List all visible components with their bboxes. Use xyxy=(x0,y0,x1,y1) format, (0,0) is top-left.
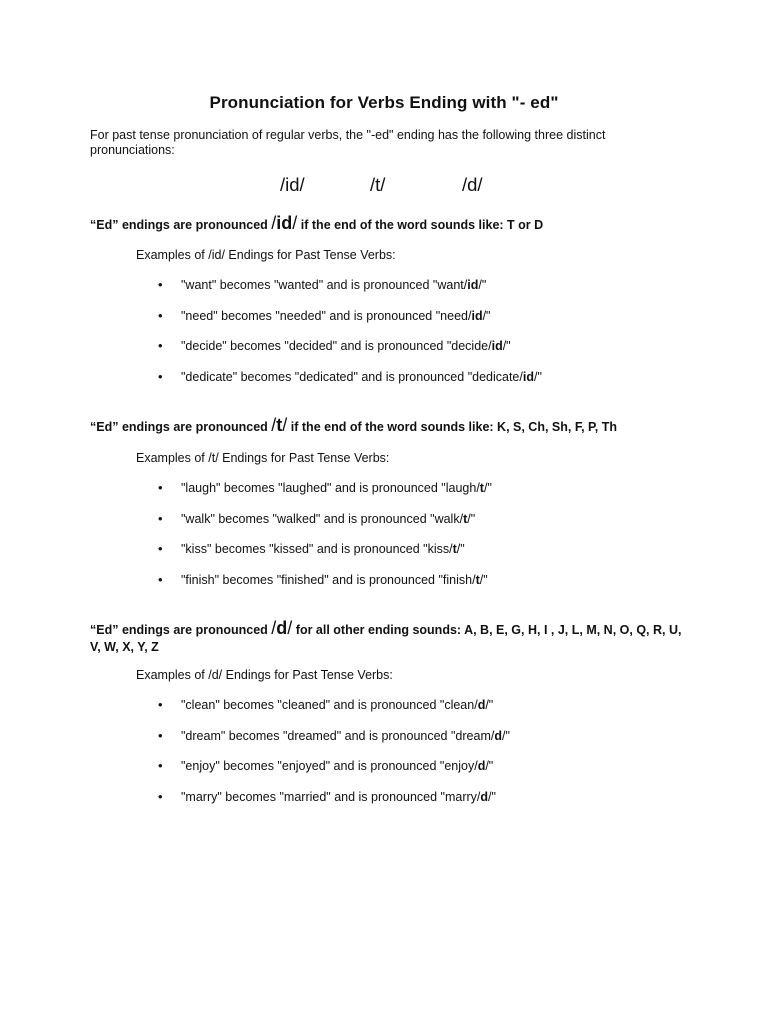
bullet-icon: • xyxy=(158,480,163,495)
list-item: • "dream" becomes "dreamed" and is pronounced "dream/d/" xyxy=(158,727,510,743)
sound-t: /t/ xyxy=(370,174,386,195)
bullet-icon: • xyxy=(158,277,163,292)
rule-prefix: “Ed” endings are pronounced xyxy=(90,623,272,637)
rule-symbol: /id/ xyxy=(271,213,298,233)
bullet-icon: • xyxy=(158,541,163,557)
bullet-icon: • xyxy=(158,758,163,774)
examples-list-id xyxy=(136,278,542,401)
rule-suffix: for all other ending sounds: A, B, E, G, H, I , J, L, M, N, O, Q, R, U, V, W, X, Y, Z xyxy=(90,623,682,654)
examples-label-d: Examples of /d/ Endings for Past Tense Verbs: xyxy=(136,668,393,682)
bullet-icon: • xyxy=(158,789,163,805)
bullet-icon: • xyxy=(158,369,163,385)
bullet-icon: • xyxy=(158,307,163,323)
rule-suffix: if the end of the word sounds like: K, S, Ch, Sh, F, P, Th xyxy=(287,420,617,434)
list-item: • "enjoy" becomes "enjoyed" and is pronounced "enjoy/d/" xyxy=(158,758,494,774)
list-item: • "want" becomes "wanted" and is pronounced "want/id/" xyxy=(158,277,487,292)
examples-list-t xyxy=(136,481,492,604)
sound-d: /d/ xyxy=(462,174,483,195)
list-item: • "walk" becomes "walked" and is pronounced "walk/t/" xyxy=(158,510,476,526)
rule-suffix: if the end of the word sounds like: T or D xyxy=(297,218,544,232)
list-item: • "kiss" becomes "kissed" and is pronounced "kiss/t/" xyxy=(158,541,465,557)
list-item: • "finish" becomes "finished" and is pronounced "finish/t/" xyxy=(158,572,488,588)
examples-label-id: Examples of /id/ Endings for Past Tense Verbs: xyxy=(136,248,396,262)
bullet-icon: • xyxy=(158,510,163,526)
list-item: • "dedicate" becomes "dedicated" and is pronounced "dedicate/id/" xyxy=(158,369,542,385)
bullet-icon: • xyxy=(158,572,163,588)
list-item: • "need" becomes "needed" and is pronounced "need/id/" xyxy=(158,307,491,323)
intro-paragraph: For past tense pronunciation of regular verbs, the "-ed" ending has the following three distinct pronunciations: xyxy=(90,128,606,157)
bullet-icon: • xyxy=(158,697,163,712)
list-item: • "laugh" becomes "laughed" and is pronounced "laugh/t/" xyxy=(158,480,492,495)
rule-symbol: /d/ xyxy=(271,618,293,638)
rule-d xyxy=(90,620,690,656)
examples-list-d xyxy=(136,698,510,821)
page-title: Pronunciation for Verbs Ending with "- ed" xyxy=(209,93,559,112)
rule-id xyxy=(90,215,690,234)
list-item: • "decide" becomes "decided" and is pronounced "decide/id/" xyxy=(158,338,511,354)
list-item: • "clean" becomes "cleaned" and is pronounced "clean/d/" xyxy=(158,697,494,712)
rule-t xyxy=(90,417,690,436)
list-item: • "marry" becomes "married" and is pronounced "marry/d/" xyxy=(158,789,496,805)
bullet-icon: • xyxy=(158,338,163,354)
examples-label-t: Examples of /t/ Endings for Past Tense Verbs: xyxy=(136,451,390,465)
bullet-icon: • xyxy=(158,727,163,743)
sound-id: /id/ xyxy=(280,174,305,195)
rule-symbol: /t/ xyxy=(271,415,288,435)
rule-prefix: “Ed” endings are pronounced xyxy=(90,420,272,434)
rule-prefix: “Ed” endings are pronounced xyxy=(90,218,272,232)
